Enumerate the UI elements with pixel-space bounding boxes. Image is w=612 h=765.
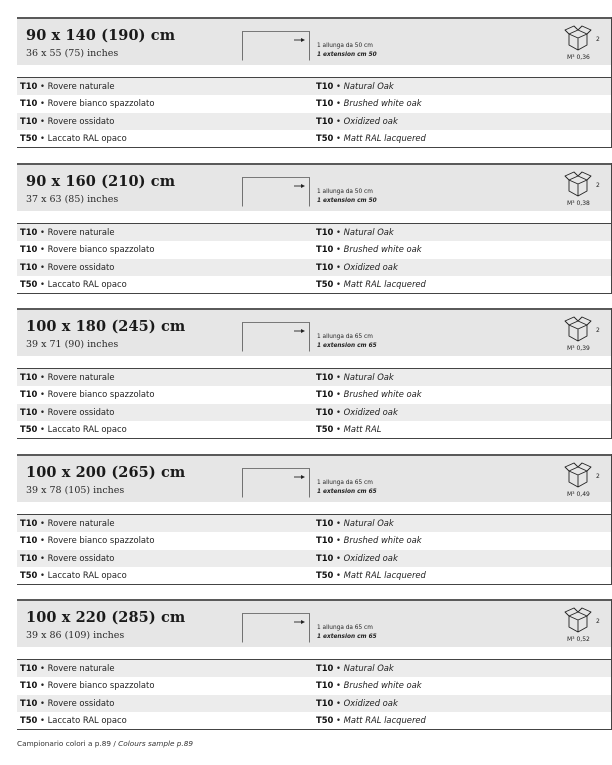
dimension-inches: 36 x 55 (75) inches (26, 48, 119, 59)
footer-italian: Campionario colori a p.89 / (17, 739, 119, 748)
extension-diagram-icon (242, 613, 310, 643)
finish-english: T10 • Oxidized oak (316, 115, 398, 126)
finish-code: T50 (316, 714, 334, 725)
finish-italian: T10 • Rovere bianco spazzolato (20, 244, 155, 255)
finish-code: T10 (20, 261, 38, 272)
finish-name-it: Laccato RAL opaco (47, 569, 127, 580)
finish-italian: T50 • Laccato RAL opaco (20, 423, 127, 434)
extension-note-it: 1 allunga da 65 cm (317, 334, 373, 340)
dimension-cm: 90 x 140 (190) cm (26, 27, 176, 44)
size-header (17, 599, 612, 647)
package-volume: M³ 0,38 (567, 200, 590, 207)
finish-name-en: Brushed white oak (343, 389, 422, 400)
dimension-inches: 39 x 86 (109) inches (26, 630, 125, 641)
size-block (17, 599, 612, 730)
finish-english: T10 • Brushed white oak (316, 389, 422, 400)
finish-name-it: Laccato RAL opaco (47, 132, 127, 143)
size-block (17, 308, 612, 439)
finish-english: T10 • Brushed white oak (316, 680, 422, 691)
finish-name-it: Rovere bianco spazzolato (47, 389, 155, 400)
box-count: 2 (596, 182, 600, 189)
finish-code: T10 (20, 406, 38, 417)
finish-italian: T10 • Rovere naturale (20, 518, 115, 528)
finish-list (17, 514, 612, 585)
finish-code: T10 (20, 389, 38, 400)
finish-row (17, 550, 612, 567)
finish-name-it: Rovere bianco spazzolato (47, 680, 155, 691)
finish-code: T10 (316, 244, 334, 255)
dimension-inches: 39 x 71 (90) inches (26, 339, 119, 350)
finish-code: T10 (316, 115, 334, 126)
extension-note-it: 1 allunga da 50 cm (317, 43, 373, 49)
size-header (17, 454, 612, 502)
finish-code: T10 (316, 261, 334, 272)
finish-row (17, 95, 612, 112)
extension-note-en: 1 extension cm 65 (317, 634, 377, 640)
extension-note-en: 1 extension cm 65 (317, 343, 377, 349)
finish-code: T50 (20, 569, 38, 580)
finish-name-it: Rovere ossidato (47, 115, 115, 126)
finish-row (17, 404, 612, 421)
finish-name-en: Oxidized oak (343, 697, 398, 708)
finish-name-it: Rovere ossidato (47, 552, 115, 563)
finish-name-en: Natural Oak (343, 663, 394, 673)
finish-italian: T10 • Rovere naturale (20, 227, 115, 237)
finish-name-en: Natural Oak (343, 372, 394, 382)
finish-code: T10 (20, 518, 38, 528)
finish-name-en: Oxidized oak (343, 115, 398, 126)
package-box-icon (564, 25, 592, 51)
finish-code: T10 (316, 663, 334, 673)
finish-name-en: Natural Oak (343, 81, 394, 91)
finish-english: T10 • Brushed white oak (316, 244, 422, 255)
finish-name-it: Rovere bianco spazzolato (47, 535, 155, 546)
finish-english: T10 • Natural Oak (316, 372, 394, 382)
extension-note-en: 1 extension cm 50 (317, 52, 377, 58)
finish-code: T50 (20, 278, 38, 289)
finish-name-en: Matt RAL lacquered (343, 714, 426, 725)
finish-english: T50 • Matt RAL lacquered (316, 569, 426, 580)
finish-name-en: Natural Oak (343, 518, 394, 528)
footer-note (17, 739, 193, 748)
finish-row (17, 78, 612, 95)
finish-row (17, 241, 612, 258)
finish-italian: T10 • Rovere bianco spazzolato (20, 680, 155, 691)
finish-name-en: Matt RAL (343, 423, 382, 434)
size-header (17, 17, 612, 65)
package-volume: M³ 0,52 (567, 636, 590, 643)
finish-code: T10 (20, 552, 38, 563)
finish-row (17, 567, 612, 584)
finish-italian: T50 • Laccato RAL opaco (20, 569, 127, 580)
finish-italian: T10 • Rovere naturale (20, 81, 115, 91)
finish-name-en: Matt RAL lacquered (343, 132, 426, 143)
finish-english: T10 • Natural Oak (316, 663, 394, 673)
finish-name-en: Oxidized oak (343, 552, 398, 563)
finish-english: T10 • Natural Oak (316, 81, 394, 91)
finish-list (17, 223, 612, 294)
finish-code: T10 (20, 680, 38, 691)
finish-code: T50 (316, 132, 334, 143)
size-block (17, 17, 612, 148)
finish-italian: T50 • Laccato RAL opaco (20, 132, 127, 143)
box-count: 2 (596, 36, 600, 43)
package-box-icon (564, 607, 592, 633)
finish-code: T10 (20, 227, 38, 237)
box-count: 2 (596, 473, 600, 480)
finish-row (17, 660, 612, 677)
finish-code: T10 (20, 535, 38, 546)
finish-italian: T10 • Rovere ossidato (20, 406, 115, 417)
finish-code: T10 (316, 227, 334, 237)
finish-code: T50 (316, 569, 334, 580)
finish-name-en: Brushed white oak (343, 535, 422, 546)
finish-code: T10 (20, 98, 38, 109)
finish-row (17, 421, 612, 438)
finish-english: T10 • Natural Oak (316, 227, 394, 237)
finish-name-it: Rovere ossidato (47, 697, 115, 708)
dimension-cm: 100 x 200 (265) cm (26, 464, 186, 481)
finish-code: T50 (20, 423, 38, 434)
finish-name-en: Brushed white oak (343, 98, 422, 109)
finish-english: T10 • Oxidized oak (316, 552, 398, 563)
finish-name-it: Rovere naturale (47, 372, 115, 382)
finish-name-it: Rovere naturale (47, 227, 115, 237)
finish-italian: T50 • Laccato RAL opaco (20, 278, 127, 289)
finish-row (17, 224, 612, 241)
finish-row (17, 386, 612, 403)
finish-italian: T10 • Rovere bianco spazzolato (20, 98, 155, 109)
footer-english: Colours sample p.89 (118, 739, 194, 748)
package-volume: M³ 0,49 (567, 491, 590, 498)
finish-code: T10 (316, 372, 334, 382)
finish-row (17, 276, 612, 293)
finish-code: T10 (20, 697, 38, 708)
finish-row (17, 712, 612, 729)
finish-english: T50 • Matt RAL (316, 423, 382, 434)
finish-row (17, 113, 612, 130)
finish-code: T10 (316, 98, 334, 109)
finish-italian: T10 • Rovere naturale (20, 663, 115, 673)
finish-name-it: Rovere bianco spazzolato (47, 244, 155, 255)
finish-code: T10 (316, 697, 334, 708)
size-header (17, 163, 612, 211)
finish-name-it: Laccato RAL opaco (47, 714, 127, 725)
finish-name-en: Matt RAL lacquered (343, 278, 426, 289)
extension-note-en: 1 extension cm 65 (317, 489, 377, 495)
size-block (17, 163, 612, 294)
finish-code: T50 (316, 278, 334, 289)
finish-english: T10 • Brushed white oak (316, 98, 422, 109)
finish-name-en: Oxidized oak (343, 406, 398, 417)
finish-code: T10 (316, 552, 334, 563)
finish-list (17, 659, 612, 730)
dimension-cm: 100 x 220 (285) cm (26, 609, 186, 626)
finish-code: T10 (316, 81, 334, 91)
finish-english: T10 • Oxidized oak (316, 406, 398, 417)
finish-row (17, 677, 612, 694)
finish-italian: T10 • Rovere naturale (20, 372, 115, 382)
finish-code: T10 (20, 663, 38, 673)
finish-row (17, 695, 612, 712)
extension-note-it: 1 allunga da 65 cm (317, 480, 373, 486)
finish-italian: T10 • Rovere ossidato (20, 552, 115, 563)
package-box-icon (564, 462, 592, 488)
finish-name-it: Laccato RAL opaco (47, 278, 127, 289)
finish-code: T10 (20, 115, 38, 126)
extension-diagram-icon (242, 31, 310, 61)
finish-english: T10 • Natural Oak (316, 518, 394, 528)
finish-row (17, 515, 612, 532)
finish-code: T10 (316, 518, 334, 528)
package-volume: M³ 0,36 (567, 54, 590, 61)
finish-code: T10 (20, 372, 38, 382)
finish-code: T10 (316, 680, 334, 691)
extension-diagram-icon (242, 322, 310, 352)
finish-name-it: Rovere naturale (47, 518, 115, 528)
dimension-cm: 90 x 160 (210) cm (26, 173, 176, 190)
package-box-icon (564, 316, 592, 342)
extension-note-en: 1 extension cm 50 (317, 198, 377, 204)
finish-italian: T10 • Rovere ossidato (20, 261, 115, 272)
package-box-icon (564, 171, 592, 197)
finish-name-it: Rovere naturale (47, 81, 115, 91)
finish-code: T10 (316, 406, 334, 417)
finish-english: T10 • Brushed white oak (316, 535, 422, 546)
finish-english: T50 • Matt RAL lacquered (316, 278, 426, 289)
finish-row (17, 532, 612, 549)
finish-name-it: Rovere naturale (47, 663, 115, 673)
finish-list (17, 77, 612, 148)
finish-name-it: Rovere ossidato (47, 406, 115, 417)
finish-english: T10 • Oxidized oak (316, 261, 398, 272)
size-block (17, 454, 612, 585)
finish-list (17, 368, 612, 439)
finish-name-it: Rovere ossidato (47, 261, 115, 272)
finish-name-en: Oxidized oak (343, 261, 398, 272)
finish-code: T10 (316, 535, 334, 546)
finish-italian: T10 • Rovere bianco spazzolato (20, 535, 155, 546)
dimension-inches: 39 x 78 (105) inches (26, 485, 125, 496)
finish-name-en: Brushed white oak (343, 244, 422, 255)
finish-row (17, 259, 612, 276)
extension-note-it: 1 allunga da 50 cm (317, 189, 373, 195)
extension-note-it: 1 allunga da 65 cm (317, 625, 373, 631)
finish-italian: T10 • Rovere ossidato (20, 697, 115, 708)
finish-english: T50 • Matt RAL lacquered (316, 132, 426, 143)
finish-english: T10 • Oxidized oak (316, 697, 398, 708)
finish-code: T10 (20, 244, 38, 255)
finish-name-en: Natural Oak (343, 227, 394, 237)
package-volume: M³ 0,39 (567, 345, 590, 352)
finish-row (17, 130, 612, 147)
finish-code: T50 (20, 132, 38, 143)
size-header (17, 308, 612, 356)
box-count: 2 (596, 618, 600, 625)
box-count: 2 (596, 327, 600, 334)
finish-name-en: Brushed white oak (343, 680, 422, 691)
finish-code: T50 (316, 423, 334, 434)
dimension-cm: 100 x 180 (245) cm (26, 318, 186, 335)
finish-name-it: Laccato RAL opaco (47, 423, 127, 434)
finish-code: T10 (20, 81, 38, 91)
finish-english: T50 • Matt RAL lacquered (316, 714, 426, 725)
extension-diagram-icon (242, 468, 310, 498)
finish-code: T50 (20, 714, 38, 725)
finish-row (17, 369, 612, 386)
dimension-inches: 37 x 63 (85) inches (26, 194, 119, 205)
finish-italian: T10 • Rovere ossidato (20, 115, 115, 126)
finish-code: T10 (316, 389, 334, 400)
finish-italian: T50 • Laccato RAL opaco (20, 714, 127, 725)
finish-italian: T10 • Rovere bianco spazzolato (20, 389, 155, 400)
finish-name-it: Rovere bianco spazzolato (47, 98, 155, 109)
finish-name-en: Matt RAL lacquered (343, 569, 426, 580)
extension-diagram-icon (242, 177, 310, 207)
